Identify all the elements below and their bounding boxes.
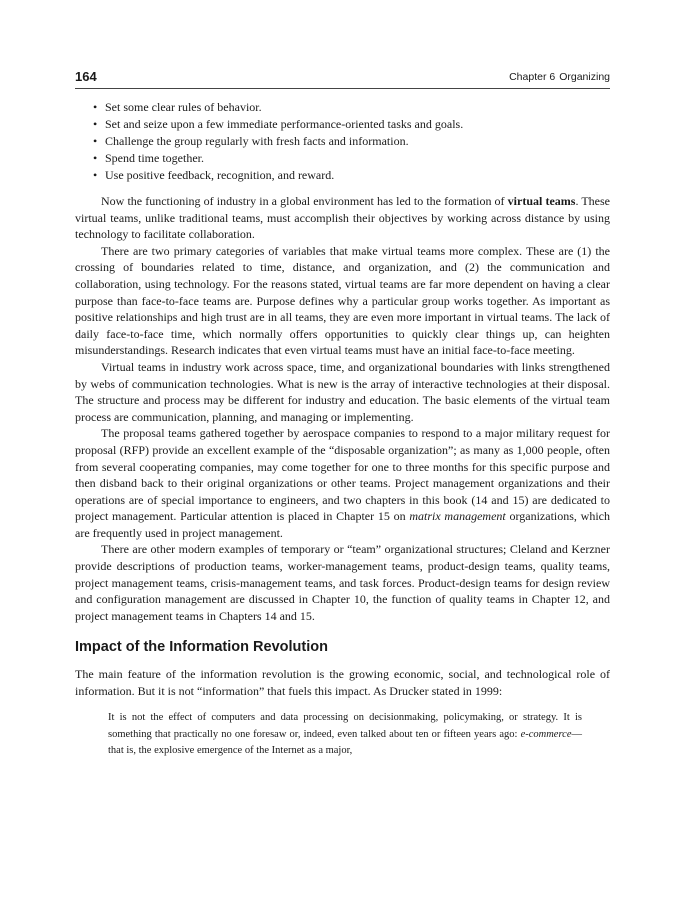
- bullet-list: [75, 99, 610, 184]
- running-header: [75, 66, 610, 89]
- paragraph-variables: There are two primary categories of variables that make virtual teams more complex. These are (1) the crossing of boundaries related to time, distance, and organization, and (2) the communication and collaboration, using technology. For the reasons stated, virtual teams are far more dependent on having a clear purpose than face-to-face teams are. Purpose defines why a particular group works together. As important as positive relationships and high trust are in all teams, they are even more important in virtual teams. The lack of daily face-to-face time, which normally offers opportunities to quickly clear things up, can heighten misunderstandings. Research indicates that even virtual teams must have an initial face-to-face meeting.: [75, 243, 610, 358]
- chapter-label: [505, 71, 610, 83]
- paragraph-boundaries: Virtual teams in industry work across space, time, and organizational boundaries with links strengthened by webs of communication technologies. What is new is the array of interactive technologies at their disposal. The structure and process may be different for industry and education. The basic elements of the virtual team process are communication, planning, and managing or implementing.: [75, 359, 610, 424]
- paragraph-virtual-teams: Now the functioning of industry in a global environment has led to the formation of virtual teams. These virtual teams, unlike traditional teams, must accomplish their objectives by working across distance by using technology to facilitate collaboration.: [75, 194, 611, 242]
- term-e-commerce: e-commerce: [520, 728, 572, 740]
- chapter-title: Organizing: [559, 71, 610, 83]
- paragraph-team-structures: There are other modern examples of temporary or “team” organizational structures; Cleland and Kerzner provide descriptions of production teams, worker-management teams, product-design teams, quality teams, project management teams, crisis-management teams, and task forces. Product-design teams for design review and configuration management are discussed in Chapter 10, the function of quality teams in Chapter 12, and project management teams in Chapters 14 and 15.: [75, 542, 610, 623]
- paragraph-information-revolution: The main feature of the information revolution is the growing economic, social, and technological role of information. But it is not “information” that fuels this impact. As Drucker stated in 1999:: [75, 667, 610, 698]
- book-page: [75, 66, 610, 759]
- bullet-item: • Set and seize upon a few immediate performance-oriented tasks and goals.: [93, 116, 610, 133]
- bullet-item: • Set some clear rules of behavior.: [93, 99, 610, 116]
- paragraph-proposal-teams: The proposal teams gathered together by aerospace companies to respond to a major military request for proposal (RFP) provide an excellent example of the “disposable organization”; as many as 1,000 people, often from several cooperating companies, may come together for one to three months for this specific purpose and then disband back to their original organizations or other teams. Project management organizations and their operations are of special importance to engineers, and two chapters in this book (14 and 15) are dedicated to project management. Particular attention is placed in Chapter 15 on matrix management organizations, which are frequently used in project management.: [75, 426, 610, 540]
- block-quote: It is not the effect of computers and data processing on decisionmaking, policymaking, or strategy. It is something that practically no one foresaw or, indeed, even talked about ten or fifteen years ago: e-commerce—that is, the explosive emergence of the Internet as a major,: [108, 712, 582, 757]
- term-matrix-management: matrix management: [409, 509, 506, 524]
- term-virtual-teams: virtual teams: [507, 194, 576, 208]
- bullet-item: • Spend time together.: [93, 150, 610, 167]
- section-heading: Impact of the Information Revolution: [75, 639, 328, 656]
- bullet-item: • Challenge the group regularly with fresh facts and information.: [93, 133, 610, 150]
- bullet-item: • Use positive feedback, recognition, and reward.: [93, 167, 610, 184]
- body-text: [75, 193, 610, 699]
- page-number: 164: [75, 69, 97, 84]
- chapter-number: Chapter 6: [509, 71, 556, 83]
